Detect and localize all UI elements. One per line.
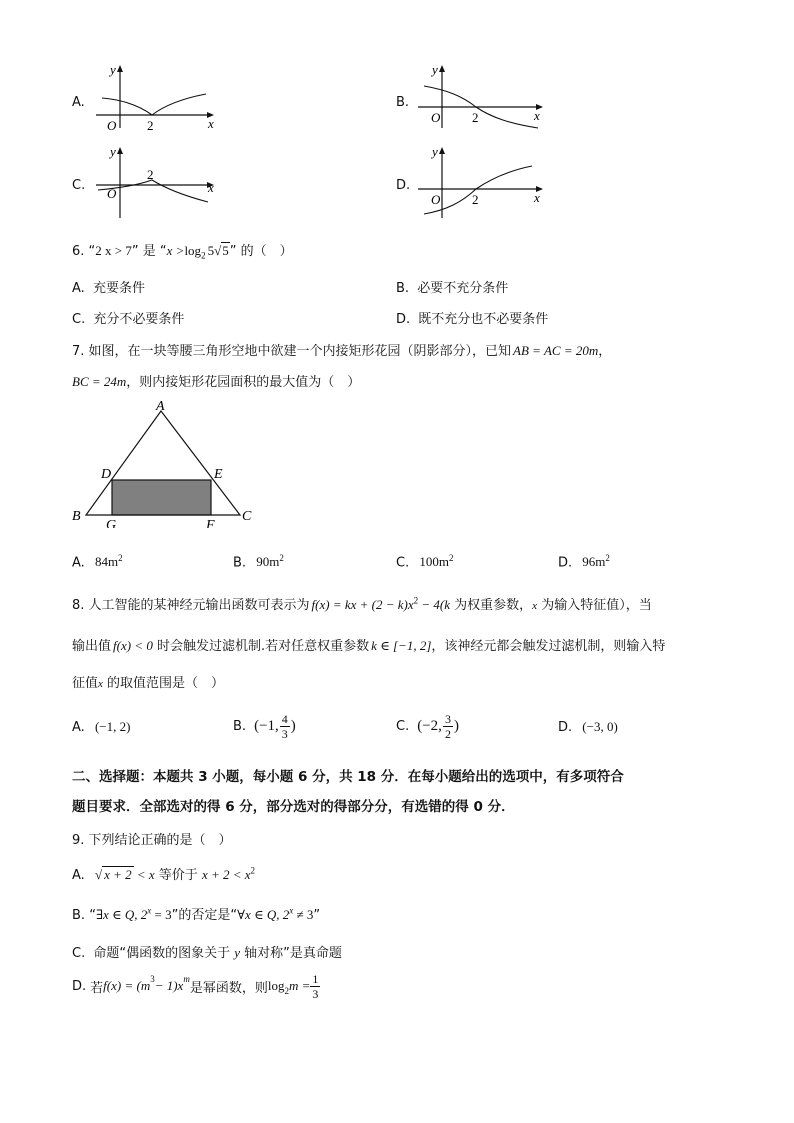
q8-stem-line1: 8. 人工智能的某神经元输出函数可表示为 f(x) = kx + $(2 - k)x^2 - 4(k$ 为权重参数，x 为输入特征值），当 bbox=[72, 595, 652, 613]
q7-option-a[interactable]: A. $84m^2$ bbox=[72, 553, 123, 571]
q8-option-b[interactable]: B. (−1, 4 3 ) bbox=[233, 711, 296, 741]
y-axis-arrow-icon bbox=[117, 65, 123, 72]
q8-option-c[interactable]: C. (−2, 3 2 ) bbox=[396, 711, 459, 741]
svg-text:B: B bbox=[72, 509, 81, 524]
graph-option-d-label: D. bbox=[396, 178, 411, 193]
q7-stem-line1: 7. 如图，在一块等腰三角形空地中欲建一个内接矩形花园（阴影部分），已知 AB = AC = 20m， bbox=[72, 343, 612, 359]
inscribed-rectangle bbox=[112, 480, 211, 515]
q6-option-a[interactable]: A. 充要条件 bbox=[72, 281, 145, 296]
y-axis-arrow-icon bbox=[439, 65, 445, 72]
graph-option-c-label: C. bbox=[72, 178, 86, 193]
fraction: 3 2 bbox=[444, 711, 451, 741]
graph-option-b-label: B. bbox=[396, 95, 410, 110]
q8-option-a[interactable]: A. (−1, 2) bbox=[72, 719, 131, 735]
section2-heading-line2: 题目要求．全部选对的得 6 分，部分选对的得部分分，有选错的得 0 分． bbox=[72, 799, 515, 815]
graph-option-d bbox=[412, 142, 552, 222]
origin-label: O bbox=[107, 186, 117, 201]
fraction: 4 3 bbox=[281, 711, 288, 741]
y-axis-arrow-icon bbox=[439, 147, 445, 154]
svg-text:D: D bbox=[101, 467, 112, 482]
q8-stem-line2: 输出值 f(x) < 0 时会触发过滤机制.若对任意权重参数 k ∈ [−1, 2]，该神经元都会触发过滤机制，则输入特 bbox=[72, 638, 666, 654]
svg-text:E: E bbox=[214, 467, 223, 482]
x-axis-label: x bbox=[534, 190, 540, 205]
q6-cond1: 2 x > 7 bbox=[95, 243, 132, 258]
y-axis-arrow-icon bbox=[117, 147, 123, 154]
graph-option-b bbox=[412, 60, 552, 130]
svg-text:C: C bbox=[242, 509, 252, 524]
sqrt-icon: √ bbox=[214, 243, 222, 258]
y-axis-label: y bbox=[110, 144, 116, 159]
y-axis-label: y bbox=[432, 62, 438, 77]
x-axis-label: x bbox=[208, 116, 214, 130]
q7-stem-line2: BC = 24m，则内接矩形花园面积的最大值为（ ） bbox=[72, 374, 361, 390]
graph-option-c bbox=[90, 142, 220, 222]
fraction: $\frac{1}{3}$ bbox=[312, 971, 319, 1001]
point-label: 2 bbox=[472, 192, 479, 207]
q6-option-c[interactable]: C. 充分不必要条件 bbox=[72, 312, 185, 327]
x-axis-label: x bbox=[208, 180, 214, 195]
y-axis-label: y bbox=[110, 62, 116, 77]
svg-text:G: G bbox=[106, 518, 117, 528]
q6-option-b[interactable]: B. 必要不充分条件 bbox=[396, 281, 509, 296]
q8-option-d[interactable]: D. (−3, 0) bbox=[558, 719, 618, 735]
origin-label: O bbox=[431, 192, 441, 207]
point-label: 2 bbox=[147, 167, 154, 182]
svg-text:F: F bbox=[206, 518, 215, 528]
q9-option-d[interactable]: D. 若 f(x) = (m $^3$ − 1)x $^m$ 是幂函数，则 log $_2$ m = $\frac{1}{3}$ bbox=[72, 971, 319, 1001]
section2-heading-line1: 二、选择题：本题共 3 小题，每小题 6 分，共 18 分．在每小题给出的选项中，有多项符合 bbox=[72, 769, 624, 785]
q9-option-b[interactable]: B. “∃x ∈ Q, $2^x = 3$”的否定是“∀x ∈ Q, $2^x \ne 3$” bbox=[72, 905, 321, 923]
q7-option-c[interactable]: C. $100m^2$ bbox=[396, 553, 454, 571]
y-axis-label: y bbox=[432, 144, 438, 159]
sqrt-icon: √ bbox=[94, 867, 103, 882]
q7-triangle-figure bbox=[68, 398, 268, 528]
q7-option-b[interactable]: B. $90m^2$ bbox=[233, 553, 284, 571]
q9-stem: 9. 下列结论正确的是（ ） bbox=[72, 833, 232, 848]
graph-option-a-label: A. bbox=[72, 95, 85, 110]
svg-text:A: A bbox=[156, 399, 165, 414]
origin-label: O bbox=[107, 118, 117, 130]
q6-option-d[interactable]: D. 既不充分也不必要条件 bbox=[396, 312, 549, 327]
point-label: 2 bbox=[147, 118, 154, 130]
x-axis-label: x bbox=[534, 108, 540, 123]
graph-curve bbox=[102, 94, 206, 115]
graph-option-a bbox=[90, 60, 220, 130]
point-label: 2 bbox=[472, 110, 479, 125]
q6-stem: 6. “2 x > 7” 是 “$x >\log_2$ 5√5” 的（ ） bbox=[72, 243, 293, 261]
q9-option-a[interactable]: A. √ x + 2 < x 等价于 $x + 2 < x^2$ bbox=[72, 865, 256, 883]
origin-label: O bbox=[431, 110, 441, 125]
q9-option-c[interactable]: C. 命题“偶函数的图象关于 y 轴对称”是真命题 bbox=[72, 945, 342, 961]
q8-stem-line3: 征值x 的取值范围是（ ） bbox=[72, 676, 225, 691]
q7-option-d[interactable]: D. $96m^2$ bbox=[558, 553, 610, 571]
